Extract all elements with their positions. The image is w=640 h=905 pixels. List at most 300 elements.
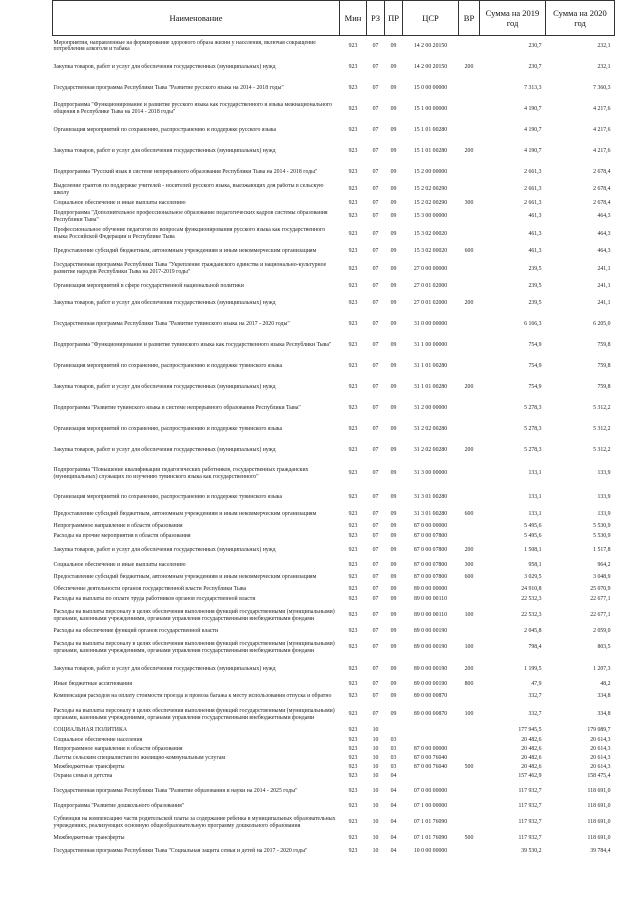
cell-target-item: 31 0 00 00000 [413, 320, 448, 327]
cell-ministry: 923 [348, 84, 358, 91]
cell-section: 07 [372, 644, 379, 651]
cell-subsection: 09 [390, 681, 397, 688]
cell-subsection: 09 [390, 63, 397, 70]
cell-subsection: 09 [390, 665, 397, 672]
cell-subsection: 09 [390, 199, 397, 206]
cell-sum-2020: 2 678,4 [593, 168, 611, 175]
cell-sum-2019: 117 932,7 [518, 803, 542, 810]
cell-sum-2020: 803,5 [597, 644, 611, 651]
cell-target-item: 89 0 00 00870 [413, 711, 448, 718]
cell-subsection: 04 [390, 819, 397, 826]
table-row [53, 162, 615, 183]
cell-subsection: 09 [390, 523, 397, 530]
cell-subsection: 09 [390, 425, 397, 432]
cell-target-item: 89 0 00 00190 [413, 644, 448, 651]
cell-subsection: 09 [390, 693, 397, 700]
cell-target-item: 89 0 00 00000 [413, 586, 448, 593]
header-ministry: Мин [340, 1, 367, 36]
cell-sum-2020: 3 048,9 [593, 574, 611, 581]
cell-ministry: 923 [348, 681, 358, 688]
table-row [53, 440, 615, 461]
cell-ministry: 923 [348, 230, 358, 237]
table-row [53, 314, 615, 335]
cell-sum-2019: 7 313,3 [524, 84, 542, 91]
cell-ministry: 923 [348, 213, 358, 220]
cell-name: Расходы на прочие мероприятия в области образования [53, 533, 191, 540]
cell-ministry: 923 [348, 126, 358, 133]
cell-expense-type: 300 [464, 199, 474, 206]
cell-sum-2020: 118 691,0 [587, 835, 611, 842]
cell-section: 07 [372, 299, 379, 306]
cell-subsection: 09 [390, 533, 397, 540]
cell-name: Выделение грантов по поддержке учителей - носителей русского языка, выезжающих для работы в сельскую школу [53, 182, 324, 196]
cell-target-item: 15 0 00 00000 [413, 84, 448, 91]
cell-target-item [403, 736, 459, 745]
cell-expense-type [459, 419, 480, 440]
cell-ministry: 923 [348, 644, 358, 651]
cell-target-item: 07 1 01 76090 [413, 835, 448, 842]
cell-subsection: 09 [390, 213, 397, 220]
cell-subsection: 09 [390, 42, 397, 49]
cell-sum-2020: 232,1 [597, 42, 611, 49]
cell-section: 07 [372, 586, 379, 593]
cell-sum-2019: 239,5 [528, 265, 542, 272]
cell-ministry: 923 [348, 42, 358, 49]
cell-section: 07 [372, 248, 379, 255]
cell-sum-2020: 759,8 [597, 362, 611, 369]
cell-expense-type: 500 [464, 835, 474, 842]
cell-sum-2020: 25 070,9 [590, 586, 611, 593]
cell-sum-2019: 22 532,3 [521, 596, 542, 603]
cell-sum-2020: 232,1 [597, 63, 611, 70]
cell-section: 07 [372, 265, 379, 272]
cell-expense-type: 200 [464, 446, 474, 453]
table-row [53, 595, 615, 605]
cell-section: 07 [372, 320, 379, 327]
cell-sum-2019: 332,7 [528, 711, 542, 718]
cell-ministry: 923 [348, 612, 358, 619]
cell-sum-2019: 2 661,3 [524, 186, 542, 193]
cell-sum-2020: 5 530,9 [593, 533, 611, 540]
table-row [53, 772, 615, 782]
cell-target-item: 15 1 01 00280 [413, 126, 448, 133]
cell-subsection: 04 [390, 803, 397, 810]
cell-section: 10 [372, 736, 379, 743]
cell-ministry: 923 [348, 147, 358, 154]
table-row [53, 690, 615, 704]
cell-ministry: 923 [348, 199, 358, 206]
cell-target-item: 10 0 00 00000 [413, 848, 448, 855]
cell-target-item: 87 0 00 76040 [413, 754, 448, 761]
cell-sum-2020: 241,1 [597, 282, 611, 289]
table-row [53, 461, 615, 487]
cell-section: 07 [372, 681, 379, 688]
cell-name: Подпрограмма "Повышение квалификации педагогических работников, государственных гражданских (муниципальных) служащих по изучению тувинского языка как государственного" [53, 466, 309, 480]
cell-subsection: 09 [390, 341, 397, 348]
cell-subsection: 09 [390, 299, 397, 306]
cell-sum-2020: 22 677,1 [590, 612, 611, 619]
cell-ministry: 923 [348, 711, 358, 718]
cell-ministry: 923 [348, 727, 358, 734]
cell-ministry: 923 [348, 168, 358, 175]
cell-subsection: 09 [390, 404, 397, 411]
cell-sum-2020: 133,9 [597, 470, 611, 477]
cell-target-item: 89 0 00 00190 [413, 681, 448, 688]
cell-sum-2019: 754,9 [528, 341, 542, 348]
cell-section: 07 [372, 42, 379, 49]
table-row [53, 224, 615, 245]
cell-target-item: 87 0 00 76040 [413, 763, 448, 770]
cell-ministry: 923 [348, 186, 358, 193]
cell-sum-2019: 5 278,3 [524, 425, 542, 432]
cell-target-item: 07 1 00 00000 [413, 803, 448, 810]
cell-name: Межбюджетные трансферты [53, 763, 125, 770]
cell-sum-2019: 239,5 [528, 299, 542, 306]
table-row [53, 419, 615, 440]
cell-expense-type [459, 736, 480, 745]
cell-name: Закупка товаров, работ и услуг для обеспечения государственных (муниципальных) нужд [53, 63, 276, 70]
cell-ministry: 923 [348, 63, 358, 70]
cell-target-item: 15 2 00 00000 [413, 168, 448, 175]
cell-expense-type [459, 356, 480, 377]
table-row [53, 57, 615, 78]
cell-sum-2020: 133,9 [597, 511, 611, 518]
cell-sum-2019: 133,1 [528, 493, 542, 500]
cell-section: 07 [372, 383, 379, 390]
cell-sum-2019: 6 166,3 [524, 320, 542, 327]
cell-sum-2020: 5 312,2 [593, 446, 611, 453]
table-row [53, 141, 615, 162]
table-row [53, 812, 615, 834]
cell-sum-2020: 4 217,6 [593, 105, 611, 112]
cell-name: Закупка товаров, работ и услуг для обеспечения государственных (муниципальных) нужд [53, 147, 276, 154]
cell-expense-type: 300 [464, 561, 474, 568]
table-row [53, 356, 615, 377]
cell-target-item: 87 0 00 00000 [413, 745, 448, 752]
cell-ministry: 923 [348, 362, 358, 369]
cell-target-item: 87 0 00 07800 [413, 561, 448, 568]
cell-sum-2020: 241,1 [597, 265, 611, 272]
cell-sum-2019: 157 462,9 [518, 773, 542, 780]
cell-section: 10 [372, 788, 379, 795]
cell-ministry: 923 [348, 282, 358, 289]
table-row [53, 802, 615, 812]
cell-sum-2019: 4 190,7 [524, 147, 542, 154]
table-row [53, 293, 615, 314]
header-expense-type: ВР [459, 1, 480, 36]
cell-subsection: 03 [390, 745, 397, 752]
cell-sum-2019: 47,9 [531, 681, 542, 688]
cell-target-item: 15 3 02 00020 [413, 248, 448, 255]
cell-sum-2020: 759,8 [597, 341, 611, 348]
cell-name: Закупка товаров, работ и услуг для обеспечения государственных (муниципальных) нужд [53, 299, 276, 306]
cell-subsection: 09 [390, 612, 397, 619]
cell-sum-2020: 4 217,6 [593, 147, 611, 154]
cell-name: Организация мероприятий по сохранению, распространению и поддержке русского языка [53, 126, 277, 133]
cell-subsection: 04 [390, 773, 397, 780]
table-row [53, 605, 615, 627]
cell-name: Иные бюджетные ассигнования [53, 681, 132, 688]
cell-sum-2020: 22 677,1 [590, 596, 611, 603]
cell-sum-2020: 133,9 [597, 493, 611, 500]
cell-subsection: 09 [390, 383, 397, 390]
cell-target-item: 31 2 02 00280 [413, 446, 448, 453]
header-subsection: ПР [385, 1, 403, 36]
cell-expense-type [459, 183, 480, 197]
cell-ministry: 923 [348, 533, 358, 540]
cell-sum-2019: 22 532,3 [521, 612, 542, 619]
cell-sum-2020: 464,3 [597, 230, 611, 237]
cell-ministry: 923 [348, 628, 358, 635]
cell-target-item: 87 0 00 07800 [413, 533, 448, 540]
cell-subsection: 04 [390, 788, 397, 795]
cell-expense-type [459, 802, 480, 812]
cell-sum-2020: 2 678,4 [593, 186, 611, 193]
cell-section: 07 [372, 230, 379, 237]
cell-name: Непрограммное направление в области образования [53, 523, 183, 530]
cell-expense-type [459, 522, 480, 532]
cell-name: Непрограммное направление в области образования [53, 745, 183, 752]
cell-subsection: 09 [390, 320, 397, 327]
cell-sum-2019: 230,7 [528, 42, 542, 49]
cell-ministry: 923 [348, 693, 358, 700]
cell-name: СОЦИАЛЬНАЯ ПОЛИТИКА [53, 727, 128, 734]
table-row [53, 398, 615, 419]
cell-target-item: 31 1 00 00000 [413, 341, 448, 348]
cell-ministry: 923 [348, 425, 358, 432]
table-row [53, 508, 615, 522]
cell-ministry: 923 [348, 383, 358, 390]
table-row [53, 680, 615, 690]
table-row [53, 745, 615, 754]
cell-sum-2019: 958,1 [528, 561, 542, 568]
cell-ministry: 923 [348, 446, 358, 453]
table-body [53, 36, 615, 860]
cell-expense-type: 100 [464, 612, 474, 619]
budget-table [52, 0, 615, 860]
cell-name: Социальное обеспечение населения [53, 736, 143, 743]
table-row [53, 335, 615, 356]
cell-subsection: 09 [390, 711, 397, 718]
cell-section: 07 [372, 470, 379, 477]
cell-section: 07 [372, 199, 379, 206]
cell-name: Государственная программа Республики Тыва "Социальная защита семьи и детей на 2017 - 2020 годы" [53, 848, 308, 855]
cell-expense-type [459, 259, 480, 280]
cell-name: Закупка товаров, работ и услуг для обеспечения государственных (муниципальных) нужд [53, 383, 276, 390]
cell-ministry: 923 [348, 596, 358, 603]
header-name: Наименование [53, 1, 340, 36]
cell-sum-2019: 20 482,6 [521, 754, 542, 761]
cell-sum-2019: 5 278,3 [524, 404, 542, 411]
cell-name: Межбюджетные трансферты [53, 835, 125, 842]
cell-sum-2019: 5 278,3 [524, 446, 542, 453]
cell-sum-2019: 754,9 [528, 383, 542, 390]
cell-expense-type [459, 314, 480, 335]
cell-name: Обеспечение деятельности органов государственной власти Республики Тыва [53, 586, 247, 593]
cell-expense-type: 800 [464, 681, 474, 688]
cell-expense-type: 600 [464, 574, 474, 581]
cell-expense-type: 200 [464, 665, 474, 672]
cell-sum-2020: 20 614,3 [590, 763, 611, 770]
cell-name: Государственная программа Республики Тыва "Укрепление гражданского единства и национально-культурное развитие народов Республики Тыва на 2017-2019 годы" [53, 262, 327, 275]
cell-ministry: 923 [348, 773, 358, 780]
cell-section: 07 [372, 446, 379, 453]
cell-subsection: 03 [390, 736, 397, 743]
cell-section: 07 [372, 63, 379, 70]
cell-sum-2020: 464,3 [597, 213, 611, 220]
cell-ministry: 923 [348, 803, 358, 810]
cell-sum-2020: 6 205,0 [593, 320, 611, 327]
cell-expense-type [459, 772, 480, 782]
cell-sum-2020: 7 360,3 [593, 84, 611, 91]
table-header [53, 1, 615, 36]
cell-name: Подпрограмма "Развитие дошкольного образования" [53, 803, 185, 810]
cell-name: Расходы на выплаты персоналу в целях обеспечения выполнения функций государственными (муниципальными) органами, казенными учреждениями, органами управления государственными внебюджетными фондами [53, 608, 335, 622]
cell-sum-2020: 2 678,4 [593, 199, 611, 206]
header-sum-2020: Сумма на 2020 год [546, 1, 615, 36]
cell-section: 10 [372, 745, 379, 752]
cell-name: Закупка товаров, работ и услуг для обеспечения государственных (муниципальных) нужд [53, 547, 276, 554]
cell-name: Расходы на выплаты персоналу в целях обеспечения выполнения функций государственными (муниципальными) органами, казенными учреждениями, органами управления государственными внебюджетными фондами [53, 707, 335, 721]
cell-subsection: 09 [390, 547, 397, 554]
cell-expense-type [459, 690, 480, 704]
cell-name: Государственная программа Республики Тыва "Развитие тувинского языка на 2017 - 2020 годы" [53, 320, 290, 327]
cell-expense-type: 200 [464, 299, 474, 306]
cell-expense-type [459, 120, 480, 141]
cell-sum-2019: 117 932,7 [518, 819, 542, 826]
table-row [53, 560, 615, 571]
cell-ministry: 923 [348, 561, 358, 568]
cell-target-item: 89 0 00 00190 [413, 665, 448, 672]
cell-ministry: 923 [348, 404, 358, 411]
cell-name: Мероприятия, направленные на формирование здорового образа жизни у населения, включая сокращение потребления алкоголя и табака [53, 39, 316, 53]
cell-section: 07 [372, 612, 379, 619]
cell-section: 10 [372, 819, 379, 826]
cell-expense-type [459, 78, 480, 99]
cell-section: 07 [372, 665, 379, 672]
table-row [53, 659, 615, 680]
cell-target-item: 89 0 00 00870 [413, 693, 448, 700]
cell-name: Организация мероприятий в сфере государственной национальной политики [53, 282, 244, 289]
cell-sum-2020: 334,8 [597, 693, 611, 700]
table-row [53, 726, 615, 736]
cell-subsection: 09 [390, 248, 397, 255]
table-row [53, 782, 615, 802]
cell-section: 10 [372, 848, 379, 855]
cell-target-item: 27 0 01 02000 [413, 282, 448, 289]
cell-ministry: 923 [348, 547, 358, 554]
cell-section: 07 [372, 425, 379, 432]
cell-target-item: 87 0 00 07800 [413, 574, 448, 581]
cell-expense-type: 600 [464, 248, 474, 255]
cell-sum-2019: 754,9 [528, 362, 542, 369]
cell-ministry: 923 [348, 835, 358, 842]
cell-section: 10 [372, 773, 379, 780]
table-row [53, 754, 615, 763]
cell-expense-type: 200 [464, 383, 474, 390]
cell-sum-2020: 4 217,6 [593, 126, 611, 133]
cell-subsection: 04 [390, 835, 397, 842]
cell-section: 07 [372, 711, 379, 718]
cell-target-item: 14 2 00 20150 [413, 42, 448, 49]
cell-name: Государственная программа Республики Тыва "Развитие русского языка на 2014 - 2018 годы" [53, 84, 284, 91]
cell-ministry: 923 [348, 248, 358, 255]
cell-name: Социальное обеспечение и иные выплаты населению [53, 199, 186, 206]
cell-sum-2020: 20 614,3 [590, 736, 611, 743]
cell-sum-2020: 464,3 [597, 248, 611, 255]
cell-expense-type [459, 585, 480, 595]
cell-ministry: 923 [348, 819, 358, 826]
cell-subsection: 03 [390, 763, 397, 770]
cell-section: 07 [372, 511, 379, 518]
cell-subsection [385, 726, 403, 736]
cell-expense-type [459, 754, 480, 763]
cell-expense-type [459, 782, 480, 802]
cell-ministry: 923 [348, 848, 358, 855]
cell-sum-2020: 158 475,4 [587, 773, 611, 780]
cell-section: 10 [372, 763, 379, 770]
cell-target-item: 07 1 01 76090 [413, 819, 448, 826]
cell-sum-2020: 20 614,3 [590, 745, 611, 752]
cell-section: 07 [372, 693, 379, 700]
table-row [53, 532, 615, 542]
cell-target-item: 15 3 02 00020 [413, 230, 448, 237]
cell-sum-2020: 5 312,2 [593, 404, 611, 411]
cell-subsection: 09 [390, 561, 397, 568]
cell-target-item: 15 1 00 00000 [413, 105, 448, 112]
cell-name: Подпрограмма "Развитие тувинского языка в системе непрерывного образования Республики Тыва" [53, 404, 301, 411]
cell-sum-2020: 759,8 [597, 383, 611, 390]
cell-name: Организация мероприятий по сохранению, распространению и поддержке тувинского языка [53, 425, 283, 432]
cell-section: 07 [372, 596, 379, 603]
cell-section: 10 [372, 803, 379, 810]
cell-subsection: 03 [390, 754, 397, 761]
cell-expense-type: 100 [464, 711, 474, 718]
header-section: РЗ [367, 1, 385, 36]
cell-subsection: 09 [390, 282, 397, 289]
cell-expense-type [459, 280, 480, 293]
cell-section: 07 [372, 168, 379, 175]
cell-sum-2019: 20 482,6 [521, 763, 542, 770]
cell-sum-2019: 1 508,1 [524, 547, 542, 554]
cell-target-item: 31 2 02 00280 [413, 425, 448, 432]
cell-section: 07 [372, 523, 379, 530]
cell-target-item: 31 2 00 00000 [413, 404, 448, 411]
cell-subsection: 09 [390, 574, 397, 581]
cell-expense-type [459, 844, 480, 860]
cell-name: Государственная программа Республики Тыва "Развитие образования и науки на 2014 - 2025 годы" [53, 788, 298, 795]
cell-target-item: 89 0 00 00190 [413, 628, 448, 635]
cell-sum-2020: 1 517,8 [593, 547, 611, 554]
table-row [53, 834, 615, 844]
cell-name: Организация мероприятий по сохранению, распространению и поддержке тувинского языка [53, 362, 283, 369]
cell-expense-type: 200 [464, 547, 474, 554]
cell-sum-2019: 3 029,5 [524, 574, 542, 581]
cell-subsection: 09 [390, 596, 397, 603]
cell-subsection: 09 [390, 84, 397, 91]
cell-sum-2019: 117 932,7 [518, 788, 542, 795]
cell-ministry: 923 [348, 320, 358, 327]
cell-target-item: 89 0 00 00110 [413, 596, 448, 603]
header-row [53, 1, 615, 36]
table-row [53, 259, 615, 280]
cell-ministry: 923 [348, 493, 358, 500]
cell-section: 10 [372, 835, 379, 842]
cell-expense-type [459, 745, 480, 754]
cell-name: Подпрограмма "Функционирование и развитие тувинского языка как государственного языка Республики Тыва" [53, 341, 332, 348]
cell-sum-2020: 241,1 [597, 299, 611, 306]
table-row [53, 844, 615, 860]
